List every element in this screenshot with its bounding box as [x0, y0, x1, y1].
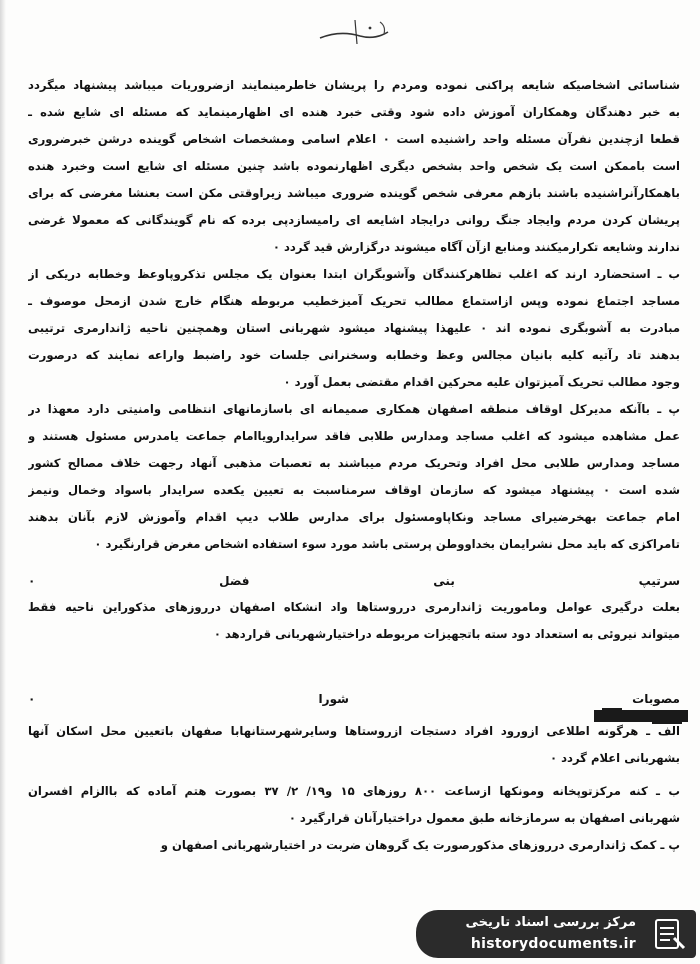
resolutions-heading: مصوبات شورا ۰ — [28, 692, 680, 706]
section-s — [28, 568, 680, 648]
text-line: بعلت درگیری عوامل وماموریت ژاندارمری درروستاها واد انشکاه اصفهان درروزهای مذکوراین ناحیه فقط — [28, 600, 680, 614]
watermark-banner — [416, 910, 696, 958]
resolutions-section — [28, 686, 680, 859]
text-line: شهربانی اصفهان به سرمازخانه طبق معمول دراختیارآنان قرارگیرد ۰ — [288, 811, 680, 825]
text-line: ب ـ کنه مرکزتوپخانه ومونکها ازساعت ۸۰۰ روزهای ۱۵ و۱۹/ ۲/ ۳۷ بصورت هتم آماده که باالزام افسران — [28, 784, 680, 798]
text-line: مساجد اجتماع نموده وپس ازاستماع مطالب تحریک آمیزخطیب مربوطه هنگام خارج شدن ازمحل موصوف ـ — [28, 294, 680, 308]
text-line: شده است ۰ پیشنهاد میشود که سازمان اوقاف سرمناسبت به تعیین یکعده سرایدار باسواد وخمال ونیمز — [28, 483, 680, 497]
text-line: ندارند وشایعه تکرارمیکنند ومنابع ازآن آگاه میشوند درگزارش قید گردد ۰ — [272, 240, 680, 254]
scan-edge — [0, 0, 6, 964]
text-line: مساجد ومدارس طلابی محل افراد وتحریک مردم میباشند به تعصبات مذهبی آنهاد رجهت خلاف مصالح کشور — [28, 456, 680, 470]
item-b-paragraph — [28, 261, 680, 396]
text-line: بدهند تاد رآتیه کلیه بانیان مجالس وعظ وخطابه وسخنرانی جلسات خود راضبط واراعه نمایند که درصورت — [28, 348, 680, 362]
redaction-mark — [592, 706, 692, 726]
watermark-title: مرکز بررسی اسناد تاریخی — [465, 915, 636, 930]
text-line: قطعا ازچندین نفرآن مسئله واحد راشنیده است ۰ اعلام اسامی ومشخصات اشخاص گوینده درشن خبرضروری — [28, 132, 680, 146]
handwritten-page-mark — [300, 8, 420, 58]
watermark-url: historydocuments.ir — [470, 936, 636, 952]
text-line: پ ـ باآنکه مدیرکل اوقاف منطقه اصفهان همکاری صمیمانه ای باسازمانهای انتظامی وامنیتی دارد معهذا در — [28, 402, 680, 416]
text-line: پریشان کردن مردم وایجاد جنگ روانی درایجاد اشایعه ای رامیسازدپی برده که نام گویندگانی که معمولا غرضی — [28, 213, 680, 227]
item-p-paragraph — [28, 396, 680, 558]
text-line: تامراکزی که باید محل نشرایمان بخداووطن پرستی باشد مورد سوء استفاده اشخاص مغرض قرارنگیرد ۰ — [94, 537, 680, 551]
document-body — [28, 72, 680, 859]
text-line: است باممکن است یک شخص واحد بشخص دیگری اظهارنموده باشد چنین مسئله ای شایع است وخبرد هنده — [28, 159, 680, 173]
text-line: عمل مشاهده میشود که اغلب مساجد ومدارس طلابی فاقد سرایدارویاامام جماعت یامدرس مسئول هستند و — [28, 429, 680, 443]
text-line: الف ـ هرگونه اطلاعی ازورود افراد دستجات ازروستاها وسایرشهرستانهابا صفهان باتعیین محل اسکان آنها — [28, 724, 680, 738]
text-line: میتواند نیروئی به استعداد دود سته باتجهیزات مربوطه دراختیارشهربانی قراردهد ۰ — [213, 627, 680, 641]
intro-paragraph — [28, 72, 680, 261]
text-line: وجود مطالب تحریک آمیزتوان علیه محرکین اقدام مقتضی بعمل آورد ۰ — [283, 375, 680, 389]
text-line: شناسائی اشخاصیکه شایعه پراکنی نموده ومردم را پریشان خاطرمینمایند ازضروریات میباشد پیشنهاد میگردد — [28, 78, 680, 92]
text-line: بشهربانی اعلام گردد ۰ — [549, 751, 680, 765]
document-logo-icon — [650, 916, 688, 952]
section-heading: سرتیپ بنی فضل ۰ — [28, 574, 680, 588]
text-line: امام جماعت بهخرضیرای مساجد ونکاپاومسئول برای مدارس طلاب دیپ اقدام وآموزش لازم بآنان بدهند — [28, 510, 680, 524]
text-line: به خبر دهندگان وهمکاران آموزش داده شود وقتی خبرد هنده ای اظهارمینماید که مسئله ای شایع شده ـ — [28, 105, 680, 119]
text-line: ب ـ استحضارد ارند که اغلب تظاهرکنندگان وآشوبگران ابتدا بعنوان یک مجلس تذکروپاوعظ وخطابه دریکی از — [28, 267, 680, 281]
text-line: پ ـ کمک ژاندارمری درروزهای مذکورصورت یک گروهان ضربت در اختیارشهربانی اصفهان و — [160, 838, 680, 852]
text-line: باهمکارآنراشنیده باشند بازهم معرفی شخص گوینده ضروری میباشد زیراوقتی مکن است بعنشا مغرضی که برای — [28, 186, 680, 200]
text-line: مبادرت به آشوبگری نموده اند ۰ علیهذا پیشنهاد میشود شهربانی استان وهمچنین ناحیه ژاندارمری ترتیبی — [28, 321, 680, 335]
